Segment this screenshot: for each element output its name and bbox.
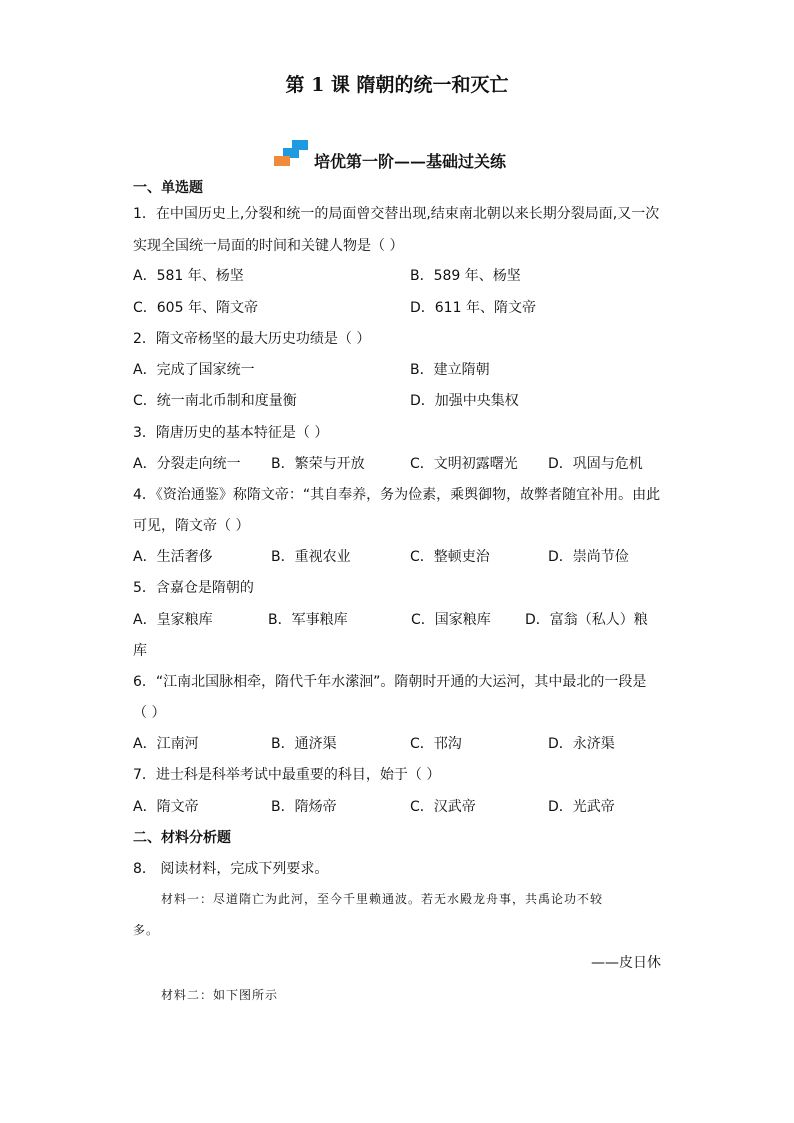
question-5-option-a: A．皇家粮库 xyxy=(133,612,213,628)
question-1-option-a: A．581 年、杨坚 xyxy=(133,268,244,284)
question-5-option-c: C．国家粮库 xyxy=(411,612,491,628)
question-6-option-a: A．江南河 xyxy=(133,736,199,752)
page-title: 第 1 课 隋朝的统一和灭亡 xyxy=(285,74,509,96)
question-1-option-d: D．611 年、隋文帝 xyxy=(410,300,536,316)
question-7-option-d: D．光武帝 xyxy=(548,799,615,815)
question-5-stem: 5．含嘉仓是隋朝的 xyxy=(133,580,254,596)
banner-text: 培优第一阶——基础过关练 xyxy=(314,151,507,171)
question-3-stem: 3．隋唐历史的基本特征是（ ） xyxy=(133,425,329,441)
question-7-option-b: B．隋炀帝 xyxy=(271,799,337,815)
question-6-stem-line-1: 6．“江南北国脉相牵，隋代千年水潆洄”。隋朝时开通的大运河，其中最北的一段是 xyxy=(133,674,647,690)
question-3-option-b: B．繁荣与开放 xyxy=(271,456,365,472)
question-1-stem-line-2: 实现全国统一局面的时间和关键人物是（ ） xyxy=(133,238,404,254)
material-1-author: ——皮日休 xyxy=(591,955,661,971)
question-6-option-d: D．永济渠 xyxy=(548,736,615,752)
question-4-stem-line-2: 可见，隋文帝（ ） xyxy=(133,518,250,534)
question-4-option-c: C．整顿吏治 xyxy=(410,549,490,565)
question-2-option-d: D．加强中央集权 xyxy=(410,393,519,409)
material-2-label: 材料二：如下图所示 xyxy=(161,988,279,1002)
question-5-option-d: D．富翁（私人）粮 xyxy=(525,612,648,628)
question-2-stem: 2．隋文帝杨坚的最大历史功绩是（ ） xyxy=(133,331,371,347)
question-7-option-c: C．汉武帝 xyxy=(410,799,476,815)
question-2-option-a: A．完成了国家统一 xyxy=(133,362,255,378)
question-8-stem: 8． 阅读材料，完成下列要求。 xyxy=(133,861,329,877)
section-heading-single-choice: 一、单选题 xyxy=(133,180,203,196)
question-2-option-c: C．统一南北币制和度量衡 xyxy=(133,393,297,409)
question-4-option-d: D．崇尚节俭 xyxy=(548,549,629,565)
question-3-option-c: C．文明初露曙光 xyxy=(410,456,518,472)
question-1-stem-line-1: 1．在中国历史上,分裂和统一的局面曾交替出现,结束南北朝以来长期分裂局面,又一次 xyxy=(133,206,660,222)
question-4-stem-line-1: 4．《资治通鉴》称隋文帝：“其自奉养，务为俭素，乘舆御物，故弊者随宜补用。由此 xyxy=(133,487,661,503)
question-5-option-b: B．军事粮库 xyxy=(268,612,348,628)
question-3-option-a: A．分裂走向统一 xyxy=(133,456,241,472)
question-1-option-c: C．605 年、隋文帝 xyxy=(133,300,258,316)
question-6-option-b: B．通济渠 xyxy=(271,736,337,752)
question-6-option-c: C．邗沟 xyxy=(410,736,462,752)
question-7-stem: 7．进士科是科举考试中最重要的科目，始于（ ） xyxy=(133,767,441,783)
question-5-option-d-wrap: 库 xyxy=(133,643,147,659)
material-1-line-2: 多。 xyxy=(133,923,160,937)
question-6-stem-line-2: （ ） xyxy=(133,705,166,721)
question-4-option-b: B．重视农业 xyxy=(271,549,351,565)
question-2-option-b: B．建立隋朝 xyxy=(410,362,490,378)
question-1-option-b: B．589 年、杨坚 xyxy=(410,268,521,284)
question-4-option-a: A．生活奢侈 xyxy=(133,549,213,565)
section-banner xyxy=(274,138,506,170)
question-7-option-a: A．隋文帝 xyxy=(133,799,199,815)
question-3-option-d: D．巩固与危机 xyxy=(548,456,643,472)
section-heading-material-analysis: 二、材料分析题 xyxy=(133,830,231,846)
stair-blocks-icon xyxy=(274,140,310,168)
material-1-line-1: 材料一：尽道隋亡为此河，至今千里赖通波。若无水殿龙舟事，共禹论功不较 xyxy=(161,892,604,906)
